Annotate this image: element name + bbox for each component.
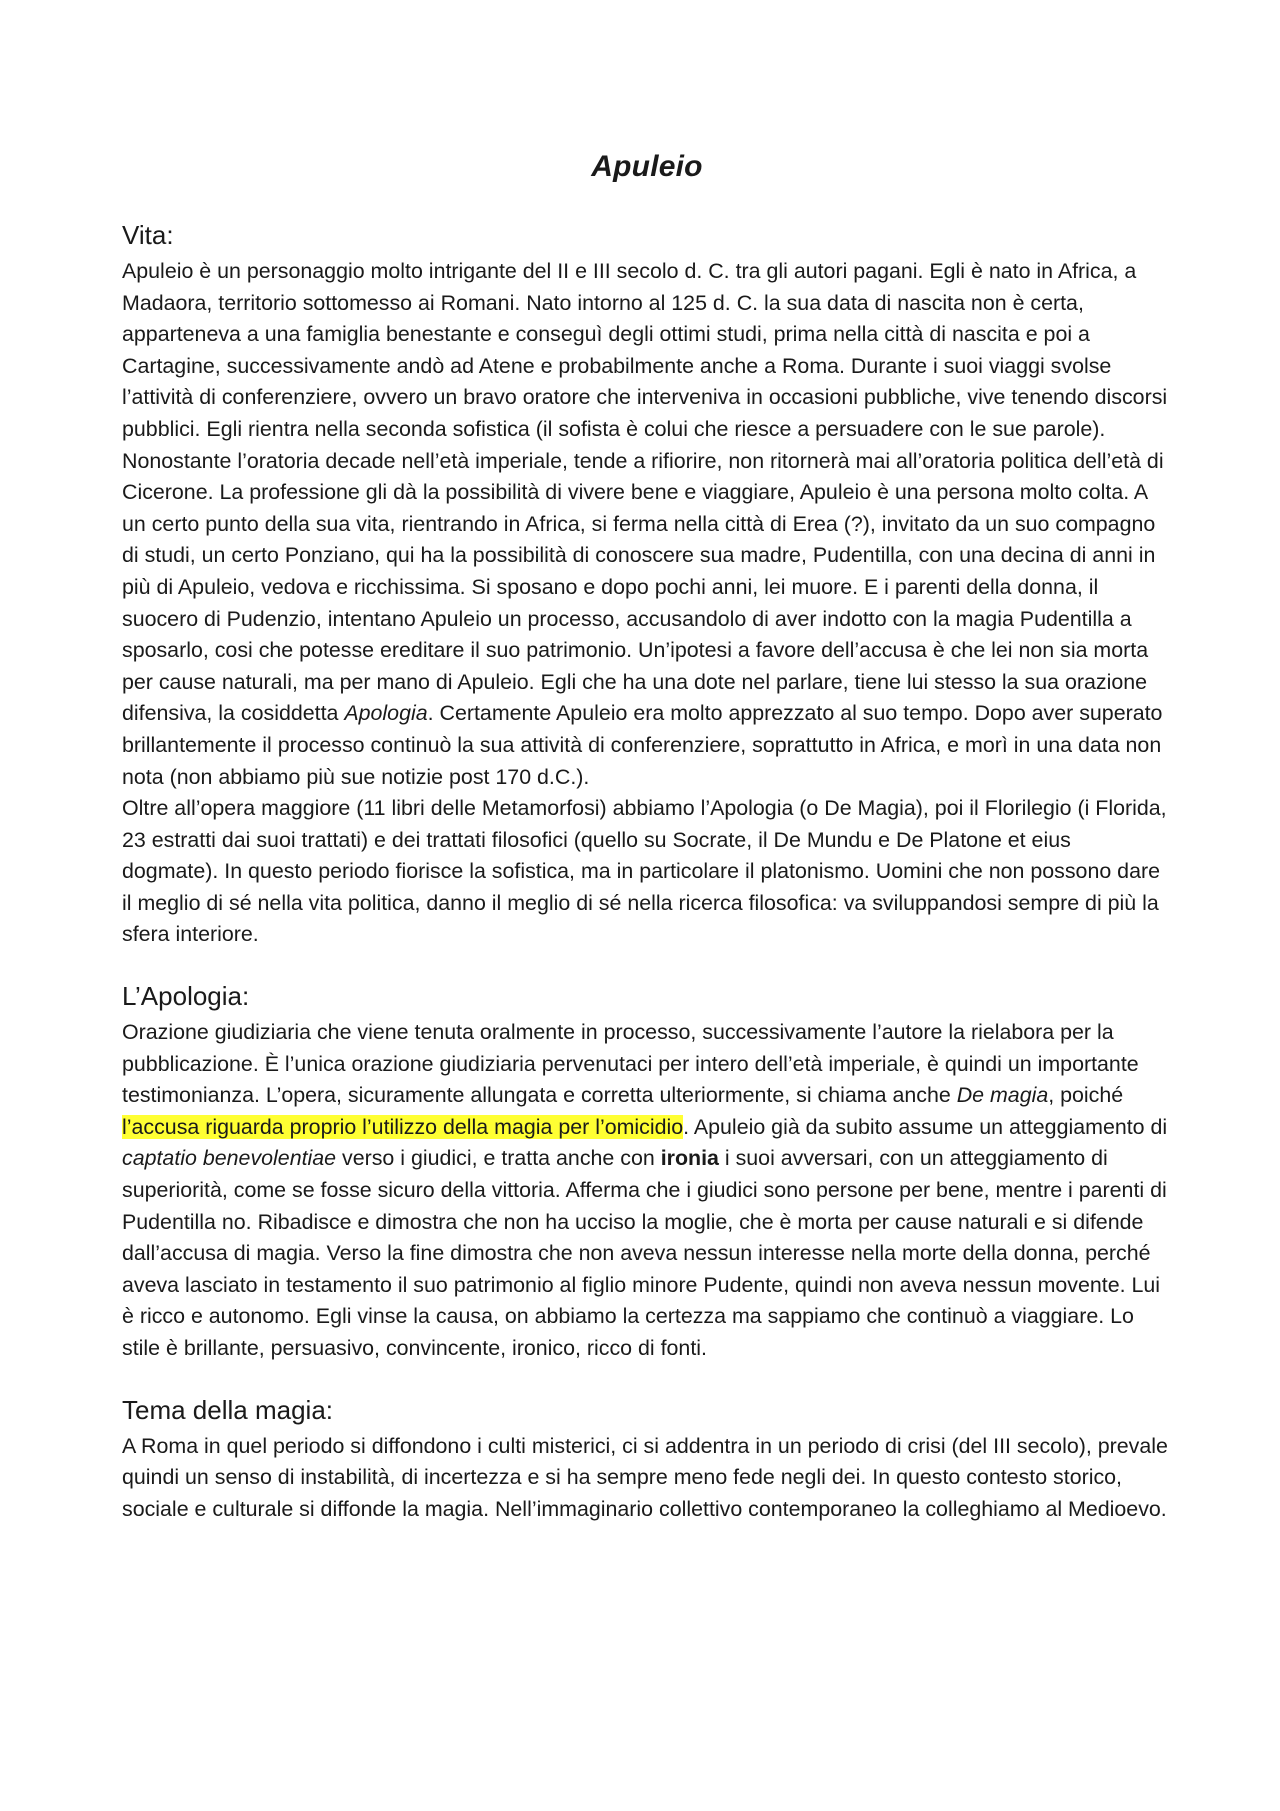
text-run: . Certamente Apuleio era molto apprezzato al suo tempo. Dopo aver superato brillantemente il processo continuò la sua attività di conferenziere, soprattutto in Africa, e morì in una data non nota (non abbiamo più sue notizie post 170 d.C.). — [122, 701, 1163, 789]
text-run: Oltre all’opera maggiore (11 libri delle Metamorfosi) abbiamo l’Apologia (o De Magia), poi il Florilegio (i Florida, 23 estratti dai suoi trattati) e dei trattati filosofici (quello su Socrate, il De Mundu e De Platone et eius dogmate). In questo periodo fiorisce la sofistica, ma in particolare il platonismo. Uomini che non possono dare il meglio di sé nella vita politica, danno il meglio di sé nella ricerca filosofica: va sviluppandosi sempre di più la sfera interiore. — [122, 796, 1167, 947]
paragraph — [122, 256, 1172, 793]
text-run: i suoi avversari, con un atteggiamento di superiorità, come se fosse sicuro della vittoria. Afferma che i giudici sono persone per bene, mentre i parenti di Pudentilla no. Ribadisce e dimostra che non ha ucciso la moglie, che è morta per cause naturali e si difende dall’accusa di magia. Verso la fine dimostra che non aveva nessun interesse nella morte della donna, perché aveva lasciato in testamento il suo patrimonio al figlio minore Pudente, quindi non aveva nessun movente. Lui è ricco e autonomo. Egli vinse la causa, on abbiamo la certezza ma sappiamo che continuò a viaggiare. Lo stile è brillante, persuasivo, convincente, ironico, ricco di fonti. — [122, 1146, 1167, 1360]
paragraph — [122, 1431, 1172, 1526]
section — [122, 979, 1172, 1365]
section-heading: Tema della magia: — [122, 1394, 333, 1425]
italic-text: De magia — [956, 1083, 1049, 1108]
section-heading: L’Apologia: — [122, 981, 250, 1012]
text-run: verso i giudici, e tratta anche con — [336, 1146, 661, 1171]
paragraph — [122, 1017, 1172, 1365]
bold-text: ironia — [660, 1146, 719, 1171]
text-run: . Apuleio già da subito assume un atteggiamento di — [683, 1114, 1168, 1139]
document-title: Apuleio — [591, 150, 703, 183]
italic-text: captatio benevolentiae — [122, 1146, 337, 1171]
highlighted-text: l’accusa riguarda proprio l’utilizzo della magia per l’omicidio — [122, 1114, 684, 1139]
document-body — [122, 218, 1172, 1525]
section-heading: Vita: — [122, 220, 174, 250]
text-run: A Roma in quel periodo si diffondono i culti misterici, ci si addentra in un periodo di crisi (del III secolo), prevale quindi un senso di instabilità, di incertezza e si ha sempre meno fede negli dei. In questo contesto storico, sociale e culturale si diffonde la magia. Nell’immaginario collettivo contemporaneo la colleghiamo al Medioevo. — [122, 1433, 1168, 1521]
italic-text: Apologia — [344, 701, 428, 726]
section — [122, 218, 1172, 951]
text-run: , poiché — [1048, 1083, 1124, 1108]
section — [122, 1393, 1172, 1526]
document-page — [122, 150, 1172, 1553]
text-run: Apuleio è un personaggio molto intrigante del II e III secolo d. C. tra gli autori pagani. Egli è nato in Africa, a Madaora, territorio sottomesso ai Romani. Nato intorno al 125 d. C. la sua data di nascita non è certa, apparteneva a una famiglia benestante e conseguì degli ottimi studi, prima nella città di nascita e poi a Cartagine, successivamente andò ad Atene e probabilmente anche a Roma. Durante i suoi viaggi svolse l’attività di conferenziere, ovvero un bravo oratore che interveniva in occasioni pubbliche, vive tenendo discorsi pubblici. Egli rientra nella seconda sofistica (il sofista è colui che riesce a persuadere con le sue parole). Nonostante l’oratoria decade nell’età imperiale, tende a rifiorire, non ritornerà mai all’oratoria politica dell’età di Cicerone. La professione gli dà la possibilità di vivere bene e viaggiare, Apuleio è una persona molto colta. A un certo punto della sua vita, rientrando in Africa, si ferma nella città di Erea (?), invitato da un suo compagno di studi, un certo Ponziano, qui ha la possibilità di conoscere sua madre, Pudentilla, con una decina di anni in più di Apuleio, vedova e ricchissima. Si sposano e dopo pochi anni, lei muore. E i parenti della donna, il suocero di Pudenzio, intentano Apuleio un processo, accusandolo di aver indotto con la magia Pudentilla a sposarlo, cosi che potesse ereditare il suo patrimonio. Un’ipotesi a favore dell’accusa è che lei non sia morta per cause naturali, ma per mano di Apuleio. Egli che ha una dote nel parlare, tiene lui stesso la sua orazione difensiva, la cosiddetta — [122, 259, 1168, 726]
text-run: Orazione giudiziaria che viene tenuta oralmente in processo, successivamente l’autore la rielabora per la pubblicazione. È l’unica orazione giudiziaria pervenutaci per intero dell’età imperiale, è quindi un importante testimonianza. L’opera, sicuramente allungata e corretta ulteriormente, si chiama anche — [122, 1020, 1139, 1108]
paragraph — [122, 793, 1172, 951]
